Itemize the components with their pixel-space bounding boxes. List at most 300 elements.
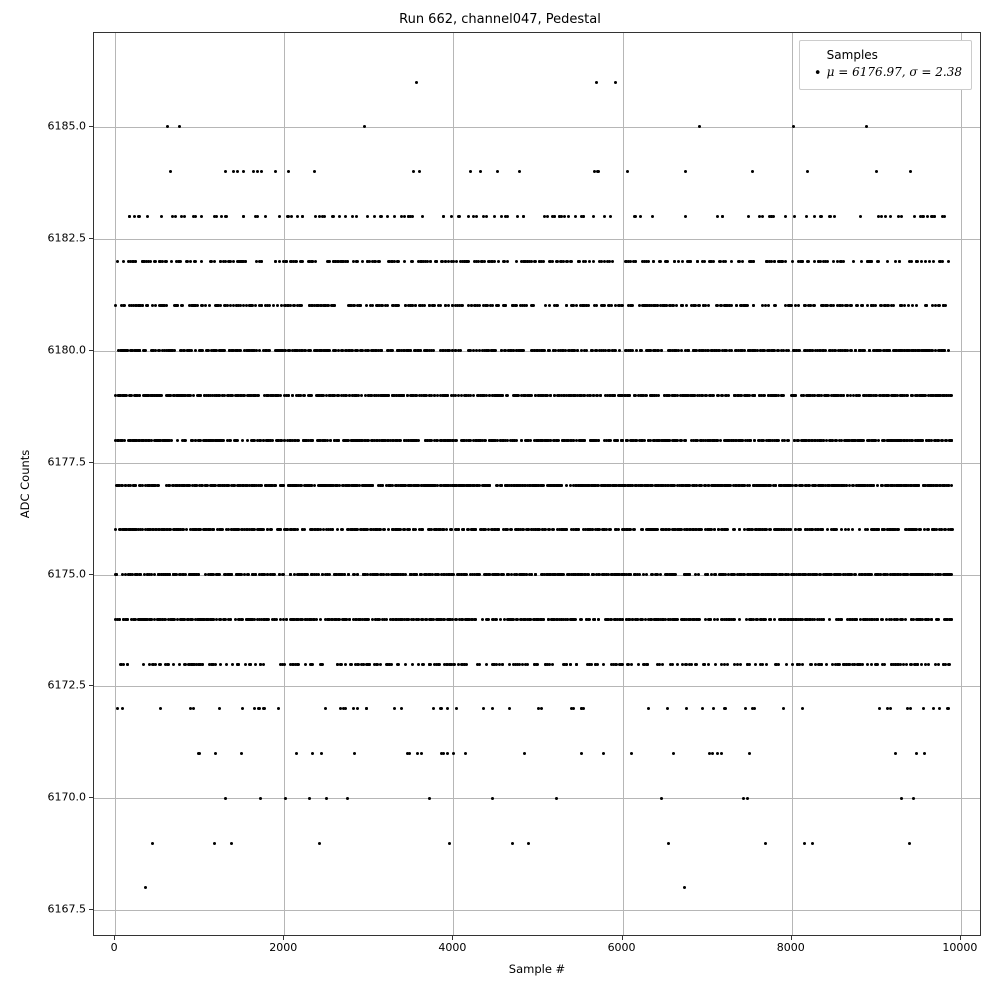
scatter-point [147,484,150,487]
scatter-point [510,528,513,531]
scatter-point [949,394,952,397]
scatter-point [851,528,854,531]
scatter-point [213,842,216,845]
scatter-point [512,618,515,621]
scatter-point [872,439,875,442]
scatter-point [337,394,340,397]
scatter-point [541,528,544,531]
scatter-point [482,707,485,710]
scatter-point [249,394,252,397]
scatter-point [119,663,122,666]
scatter-point [910,394,913,397]
scatter-point [732,439,735,442]
scatter-point [230,484,233,487]
scatter-point [580,484,583,487]
scatter-point [183,439,186,442]
x-gridline [961,33,962,935]
scatter-point [801,707,804,710]
scatter-point [870,663,873,666]
scatter-point [311,573,314,576]
scatter-point [919,618,922,621]
scatter-point [883,573,886,576]
scatter-point [326,573,329,576]
scatter-point [634,439,637,442]
scatter-point [511,842,514,845]
scatter-point [344,663,347,666]
scatter-point [442,484,445,487]
scatter-point [194,439,197,442]
scatter-point [302,394,305,397]
scatter-point [855,484,858,487]
scatter-point [753,707,756,710]
scatter-point [764,618,767,621]
scatter-point [494,618,497,621]
scatter-point [904,618,907,621]
scatter-point [450,394,453,397]
scatter-point [562,528,565,531]
scatter-point [671,394,674,397]
scatter-point [943,573,946,576]
scatter-point [810,663,813,666]
scatter-point [289,573,292,576]
scatter-point [262,663,265,666]
scatter-point [167,663,170,666]
scatter-point [387,439,390,442]
scatter-point [915,573,918,576]
scatter-point [637,663,640,666]
scatter-point [285,618,288,621]
scatter-point [352,707,355,710]
scatter-point [765,663,768,666]
scatter-point [475,439,478,442]
scatter-point [572,707,575,710]
scatter-point [639,484,642,487]
scatter-point [525,573,528,576]
y-tick-mark [89,462,93,463]
scatter-point [930,618,933,621]
scatter-point [461,484,464,487]
scatter-point [623,484,626,487]
scatter-point [870,618,873,621]
scatter-point [580,618,583,621]
scatter-point [890,439,893,442]
scatter-point [923,528,926,531]
scatter-point [295,484,298,487]
scatter-point [191,484,194,487]
scatter-point [845,484,848,487]
scatter-point [878,707,881,710]
scatter-point [194,349,197,352]
scatter-point [726,663,729,666]
scatter-point [485,618,488,621]
scatter-point [158,663,161,666]
scatter-point [258,573,261,576]
scatter-point [768,618,771,621]
scatter-point [424,394,427,397]
scatter-point [613,484,616,487]
scatter-point [241,439,244,442]
scatter-point [225,663,228,666]
scatter-point [403,618,406,621]
scatter-point [530,394,533,397]
scatter-point [260,484,263,487]
scatter-point [243,573,246,576]
scatter-point [760,439,763,442]
scatter-point [942,663,945,666]
scatter-point [634,484,637,487]
scatter-point [537,484,540,487]
scatter-point [766,573,769,576]
scatter-point [684,484,687,487]
scatter-point [211,439,214,442]
x-tick-mark [283,936,284,940]
scatter-point [803,573,806,576]
scatter-point [828,618,831,621]
scatter-point [325,484,328,487]
scatter-point [363,618,366,621]
scatter-point [775,439,778,442]
scatter-point [396,663,399,666]
scatter-point [287,394,290,397]
scatter-point [207,573,210,576]
scatter-point [161,439,164,442]
scatter-point [414,394,417,397]
scatter-point [521,663,524,666]
scatter-point [245,618,248,621]
scatter-point [534,573,537,576]
scatter-point [697,573,700,576]
scatter-point [420,752,423,755]
scatter-point [903,439,906,442]
scatter-point [244,663,247,666]
scatter-point [318,842,321,845]
scatter-point [820,663,823,666]
scatter-point [485,573,488,576]
scatter-point [723,618,726,621]
scatter-point [183,663,186,666]
scatter-point [369,394,372,397]
scatter-point [197,752,200,755]
scatter-point [915,752,918,755]
scatter-point [476,484,479,487]
scatter-point [680,484,683,487]
scatter-point [416,752,419,755]
scatter-point [520,439,523,442]
scatter-point [353,752,356,755]
scatter-point [583,439,586,442]
scatter-point [338,618,341,621]
scatter-point [813,618,816,621]
scatter-point [148,618,151,621]
scatter-point [448,842,451,845]
scatter-point [565,663,568,666]
scatter-point [730,573,733,576]
scatter-point [743,349,746,352]
scatter-point [421,663,424,666]
scatter-point [178,663,181,666]
scatter-point [166,439,169,442]
scatter-point [125,528,128,531]
scatter-point [779,484,782,487]
scatter-point [164,663,167,666]
scatter-point [281,484,284,487]
scatter-point [490,439,493,442]
scatter-point [791,663,794,666]
scatter-point [714,484,717,487]
scatter-point [499,618,502,621]
scatter-point [850,349,853,352]
scatter-point [711,752,714,755]
scatter-point [862,618,865,621]
scatter-point [633,573,636,576]
scatter-point [589,439,592,442]
scatter-point [753,439,756,442]
scatter-point [707,663,710,666]
scatter-point [910,618,913,621]
scatter-point [560,394,563,397]
scatter-point [120,484,123,487]
scatter-point [516,663,519,666]
scatter-point [227,394,230,397]
scatter-point [139,573,142,576]
chart-title: Run 662, channel047, Pedestal [399,12,601,27]
scatter-point [449,439,452,442]
scatter-point [340,663,343,666]
scatter-point [721,394,724,397]
scatter-point [192,707,195,710]
scatter-point [295,394,298,397]
scatter-point [834,439,837,442]
scatter-point [754,663,757,666]
scatter-point [566,573,569,576]
scatter-point [325,797,328,800]
scatter-point [324,707,327,710]
scatter-point [254,663,257,666]
scatter-point [580,752,583,755]
scatter-point [408,752,411,755]
scatter-point [868,349,871,352]
scatter-point [187,618,190,621]
scatter-point [419,573,422,576]
scatter-point [910,484,913,487]
scatter-point [154,484,157,487]
scatter-point [724,484,727,487]
scatter-point [176,439,179,442]
scatter-point [896,573,899,576]
scatter-point [436,573,439,576]
scatter-point [175,484,178,487]
scatter-point [724,394,727,397]
scatter-point [951,528,954,531]
scatter-point [515,439,518,442]
scatter-point [938,707,941,710]
scatter-point [501,663,504,666]
scatter-point [816,618,819,621]
scatter-point [320,394,323,397]
scatter-point [803,842,806,845]
scatter-point [230,573,233,576]
scatter-point [540,707,543,710]
scatter-point [310,484,313,487]
scatter-point [922,573,925,576]
scatter-point [832,484,835,487]
scatter-point [428,663,431,666]
scatter-point [398,439,401,442]
scatter-point [794,528,797,531]
scatter-point [527,439,530,442]
scatter-point [659,573,662,576]
scatter-point [278,528,281,531]
scatter-point [114,573,117,576]
scatter-point [544,663,547,666]
scatter-point [275,618,278,621]
scatter-point [516,394,519,397]
scatter-point [462,439,465,442]
scatter-point [411,663,414,666]
scatter-point [821,528,824,531]
scatter-point [516,484,519,487]
y-gridline [94,910,980,911]
scatter-point [587,573,590,576]
scatter-point [927,663,930,666]
scatter-point [237,663,240,666]
scatter-point [182,484,185,487]
scatter-point [685,663,688,666]
scatter-point [506,573,509,576]
scatter-point [630,663,633,666]
scatter-point [928,484,931,487]
scatter-point [586,484,589,487]
scatter-point [943,484,946,487]
scatter-point [185,528,188,531]
scatter-point [905,484,908,487]
scatter-point [171,618,174,621]
scatter-point [297,618,300,621]
scatter-point [661,618,664,621]
scatter-point [311,663,314,666]
scatter-point [433,663,436,666]
scatter-point [764,484,767,487]
scatter-point [218,707,221,710]
scatter-point [820,484,823,487]
scatter-point [814,439,817,442]
scatter-point [860,573,863,576]
scatter-point [121,528,124,531]
scatter-point [720,484,723,487]
scatter-point [154,439,157,442]
scatter-point [739,394,742,397]
scatter-point [669,618,672,621]
scatter-point [685,394,688,397]
scatter-point [224,618,227,621]
scatter-point [289,528,292,531]
scatter-point [393,707,396,710]
scatter-point [259,797,262,800]
scatter-point [553,394,556,397]
scatter-point [295,752,298,755]
scatter-point [348,618,351,621]
scatter-point [602,752,605,755]
scatter-point [331,394,334,397]
x-tick-mark [622,936,623,940]
scatter-point [304,618,307,621]
scatter-point [354,484,357,487]
scatter-point [675,618,678,621]
scatter-point [476,663,479,666]
scatter-point [666,707,669,710]
scatter-point [927,573,930,576]
scatter-point [724,707,727,710]
scatter-point [664,484,667,487]
scatter-point [214,752,217,755]
scatter-point [305,439,308,442]
scatter-point [309,394,312,397]
scatter-point [540,484,543,487]
scatter-point [187,394,190,397]
scatter-point [909,707,912,710]
scatter-point [851,484,854,487]
scatter-point [841,484,844,487]
scatter-point [593,618,596,621]
scatter-point [296,663,299,666]
scatter-point [511,439,514,442]
scatter-point [231,663,234,666]
scatter-point [452,663,455,666]
scatter-point [430,618,433,621]
scatter-point [485,663,488,666]
scatter-point [882,528,885,531]
scatter-point [701,707,704,710]
scatter-point [542,618,545,621]
scatter-point [428,797,431,800]
scatter-point [674,573,677,576]
scatter-point [389,484,392,487]
scatter-point [560,618,563,621]
scatter-point [599,394,602,397]
scatter-point [811,842,814,845]
scatter-point [148,439,151,442]
y-tick-mark [89,238,93,239]
scatter-point [802,394,805,397]
scatter-point [575,663,578,666]
scatter-point [875,663,878,666]
scatter-point [420,528,423,531]
scatter-point [132,484,135,487]
scatter-point [827,484,830,487]
scatter-point [455,707,458,710]
scatter-point [237,484,240,487]
scatter-point [369,484,372,487]
y-tick-label: 6185.0 [47,119,86,133]
scatter-point [774,528,777,531]
scatter-point [667,842,670,845]
scatter-point [201,663,204,666]
scatter-point [785,663,788,666]
scatter-point [268,349,271,352]
scatter-point [356,663,359,666]
scatter-point [402,394,405,397]
scatter-point [526,484,529,487]
scatter-point [759,484,762,487]
plot-area [93,32,981,936]
scatter-point [240,752,243,755]
scatter-point [928,439,931,442]
scatter-point [687,618,690,621]
scatter-point [804,484,807,487]
scatter-point [592,573,595,576]
scatter-point [144,886,147,889]
scatter-point [808,618,811,621]
